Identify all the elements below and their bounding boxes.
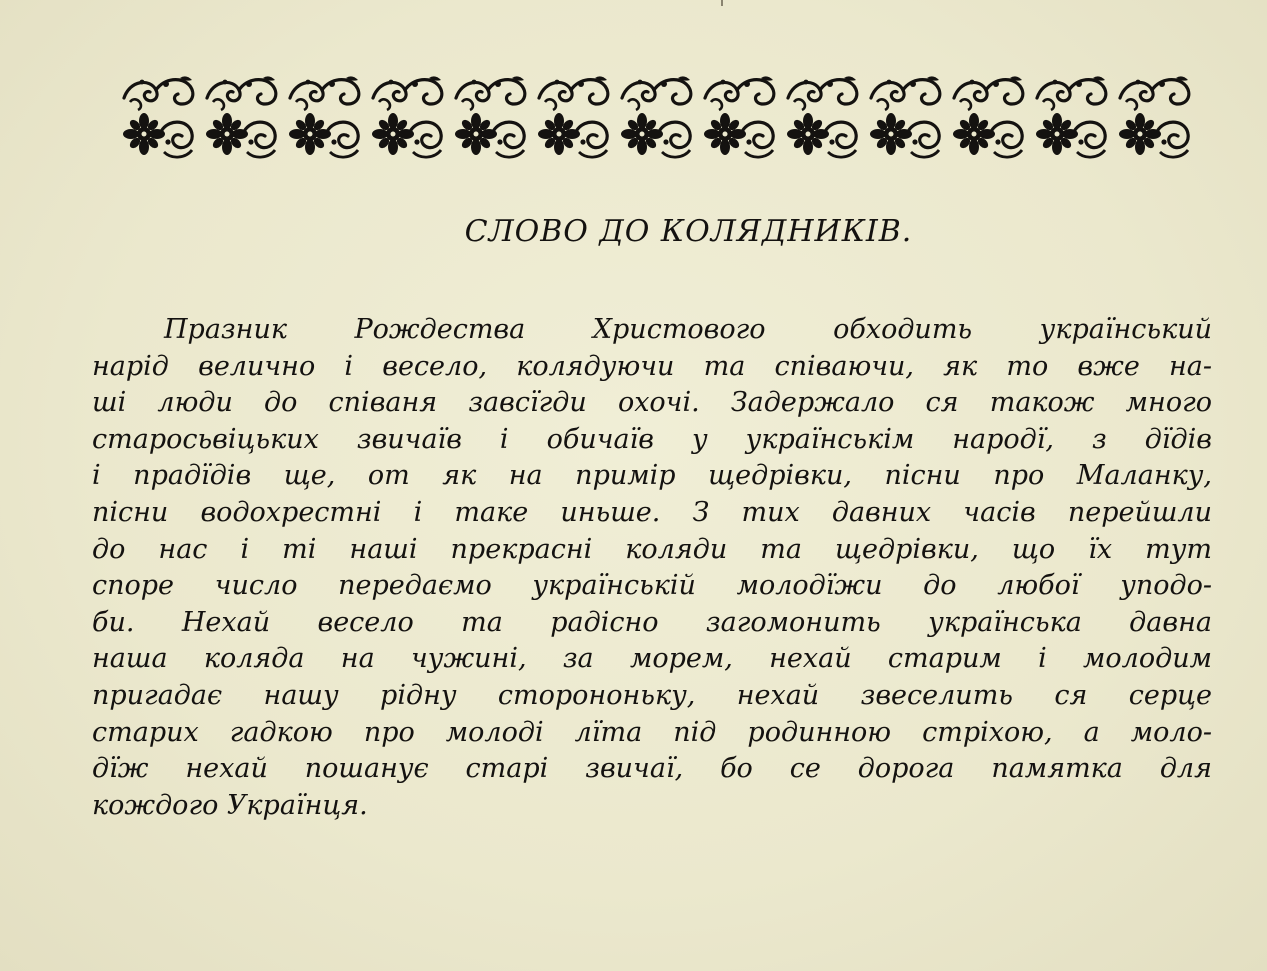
text-line: до нас і ті наші прекрасні коляди та щедрівки, що їх тут [92,533,1212,565]
text-line: і прадїдів ще, от як на примір щедрівки, пісни про Маланку, [92,460,1212,492]
floral-border-ornament-icon [118,70,1203,162]
scan-mark [721,0,723,6]
text-line: старосьвіцьких звичаїв і обичаїв у українськім народї, з дїдів [92,423,1212,455]
text-line: Празник Рождества Христового обходить український [164,314,1212,345]
body-paragraph [92,312,1212,824]
text-line: ші люди до співаня завсїгди охочі. Задержало ся також много [92,387,1212,419]
text-line: кождого Українця. [92,789,368,821]
text-line: пісни водохрестні і таке иньше. З тих давних часів перейшли [92,496,1212,528]
text-line: пригадає нашу рідну сторононьку, нехай звеселить ся серце [92,679,1212,711]
text-line: наша коляда на чужині, за морем, нехай старим і молодим [92,643,1212,675]
text-line: споре число передаємо українській молодїжи до любої уподо- [92,570,1212,602]
text-line: нарід велично і весело, колядуючи та співаючи, як то вже на- [92,350,1212,382]
page-title: СЛОВО ДО КОЛЯДНИКІВ. [464,214,913,249]
text-line: дїж нехай пошанує старі звичаї, бо се дорога памятка для [92,753,1212,785]
text-line: би. Нехай весело та радісно загомонить українська давна [92,606,1212,638]
text-line: старих гадкою про молоді лїта під родинною стріхою, а моло- [92,716,1212,748]
